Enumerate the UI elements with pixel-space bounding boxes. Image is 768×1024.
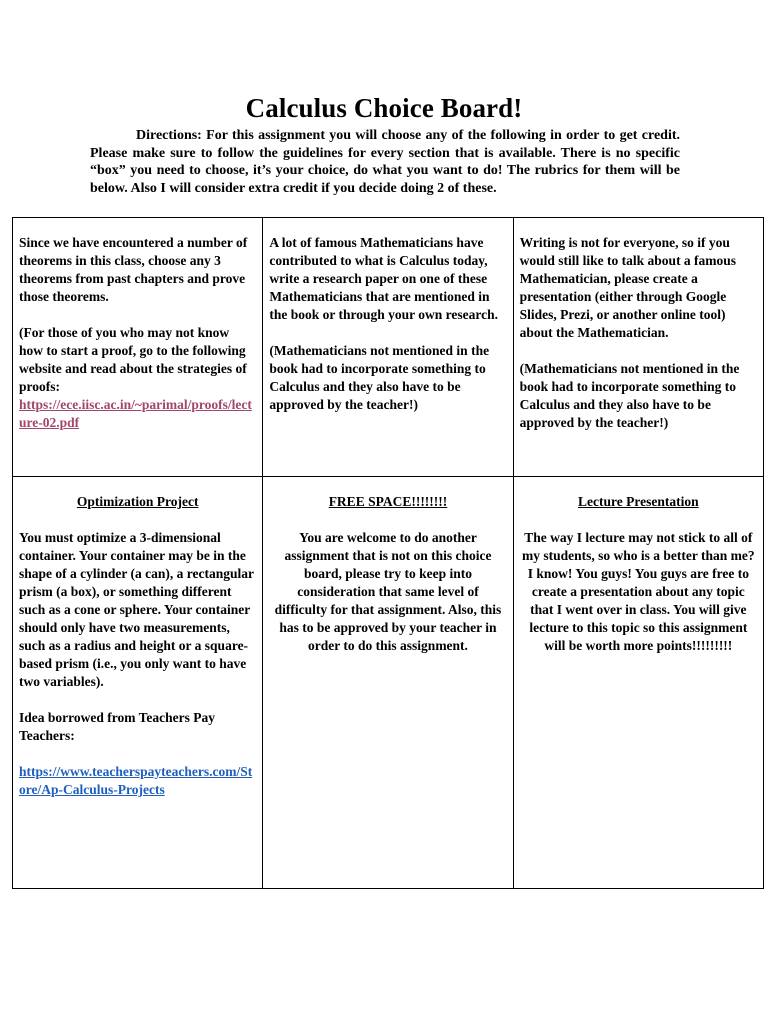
cell-title: Lecture Presentation xyxy=(578,494,699,509)
directions-text: Directions: For this assignment you will choose any of the following in order to get credit. Please make sure to follow the guidelines for every section that is available. There is no specific “box” you need to choose, it’s your choice, do what you want to do! The rubrics for them will be below. Also I will consider extra credit if you decide doing 2 of these. xyxy=(90,128,680,196)
proofs-link[interactable]: https://ece.iisc.ac.in/~parimal/proofs/lecture-02.pdf xyxy=(19,397,252,430)
page-title: Calculus Choice Board! xyxy=(245,93,523,123)
cell-title: FREE SPACE!!!!!!!! xyxy=(328,494,448,509)
cell-text: (Mathematicians not mentioned in the book had to incorporate something to Calculus and they also have to be approved by the teacher!) xyxy=(519,361,740,430)
cell-theorem-proofs xyxy=(13,218,263,477)
cell-text: Writing is not for everyone, so if you would still like to talk about a famous Mathematician, please create a presentation (either through Google Slides, Prezi, or another online tool) about the Mathematician. xyxy=(519,235,737,340)
cell-title: Optimization Project xyxy=(76,494,199,509)
cell-lecture-presentation xyxy=(513,477,763,889)
cell-research-paper xyxy=(263,218,513,477)
cell-text xyxy=(19,324,256,432)
cell-optimization-project xyxy=(13,477,263,889)
cell-text: A lot of famous Mathematicians have contributed to what is Calculus today, write a research paper on one of these Mathematicians that are mentioned in the book or through your own research. xyxy=(269,235,498,322)
teacherspayteachers-link[interactable]: https://www.teacherspayteachers.com/Store/Ap-Calculus-Projects xyxy=(19,764,253,797)
cell-text-inline: (For those of you who may not know how to start a proof, go to the following website and read about the strategies of proofs: xyxy=(19,325,247,394)
cell-mathematician-presentation xyxy=(513,218,763,477)
choice-board-table xyxy=(12,217,764,889)
board-row-2 xyxy=(13,477,764,889)
board-row-1 xyxy=(13,218,764,477)
cell-text: You are welcome to do another assignment that is not on this choice board, please try to keep into consideration that same level of difficulty for that assignment. Also, this has to be approved by your teacher in order to do this assignment. xyxy=(274,530,502,653)
cell-text: The way I lecture may not stick to all of my students, so who is a better than me? I know! You guys! You guys are free to create a presentation about any topic that I went over in class. You will give lecture to this topic so this assignment will be worth more points!!!!!!!!! xyxy=(522,530,755,653)
cell-text: You must optimize a 3-dimensional container. Your container may be in the shape of a cylinder (a can), a rectangular prism (a box), or something different such as a cone or sphere. Your container should only have two measurements, such as a radius and height or a square-based prism (i.e., you only want to have two variables). xyxy=(19,530,254,689)
cell-text: Idea borrowed from Teachers Pay Teachers: xyxy=(19,710,215,743)
cell-text: Since we have encountered a number of theorems in this class, choose any 3 theorems from past chapters and prove those theorems. xyxy=(19,235,248,304)
cell-text xyxy=(19,763,256,799)
directions-paragraph xyxy=(90,127,680,197)
cell-free-space xyxy=(263,477,513,889)
cell-text: (Mathematicians not mentioned in the book had to incorporate something to Calculus and they also have to be approved by the teacher!) xyxy=(269,343,490,412)
